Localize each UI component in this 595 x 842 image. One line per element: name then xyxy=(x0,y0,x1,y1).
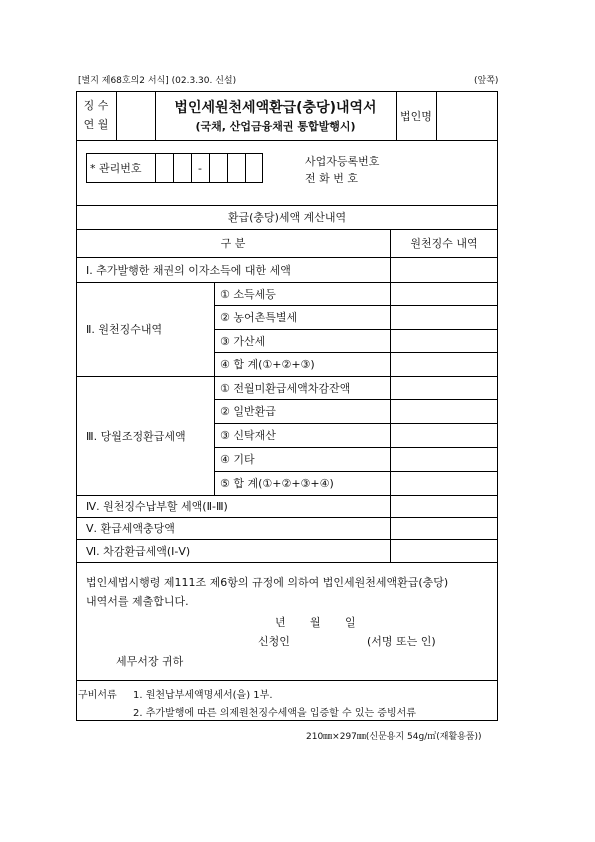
biz-reg-label: 사업자등록번호 xyxy=(305,155,380,168)
calc-table-heading: 환급(충당)세액 계산내역 xyxy=(227,211,347,224)
group-3-label: Ⅲ. 당월조정환급세액 xyxy=(86,429,186,443)
form-subtitle: (국채, 산업금융채권 통합발행시) xyxy=(195,120,356,133)
mgmt-digit-4[interactable] xyxy=(228,154,245,182)
row-1-label: Ⅰ. 추가발행한 채권의 이자소득에 대한 세액 xyxy=(86,263,291,277)
addressee-label: 세무서장 귀하 xyxy=(116,655,184,668)
corp-name-field[interactable] xyxy=(437,92,497,139)
group-3-value-3[interactable] xyxy=(391,424,497,446)
mgmt-dash: - xyxy=(198,161,202,175)
mgmt-digit-3[interactable] xyxy=(210,154,227,182)
date-year-label: 년 xyxy=(275,616,286,629)
attachment-item-1: 1. 원천납부세액명세서(을) 1부. xyxy=(133,690,273,701)
form-reference: [별지 제68호의2 서식] (02.3.30. 신설) xyxy=(78,76,237,86)
biz-reg-field[interactable] xyxy=(392,152,492,167)
mgmt-digit-2[interactable] xyxy=(174,154,191,182)
phone-label: 전 화 번 호 xyxy=(305,172,358,185)
applicant-label: 신청인 xyxy=(258,635,290,648)
declaration-text-line-2: 내역서를 제출합니다. xyxy=(86,595,189,608)
group-3-value-2[interactable] xyxy=(391,400,497,422)
group-3-value-5[interactable] xyxy=(391,472,497,494)
row-1-value[interactable] xyxy=(391,258,497,281)
applicant-field[interactable] xyxy=(300,631,360,648)
phone-field[interactable] xyxy=(392,169,492,184)
period-label-top: 징 수 xyxy=(83,99,109,112)
group-3-item: ② 일반환급 xyxy=(220,405,276,418)
row-4-value[interactable] xyxy=(391,496,497,516)
corp-name-label: 법인명 xyxy=(400,109,432,123)
group-2-label: Ⅱ. 원천징수내역 xyxy=(86,323,163,336)
declaration-text-line-1: 법인세법시행령 제111조 제6항의 규정에 의하여 법인세원천세액환급(충당) xyxy=(86,576,449,589)
group-3-item: ① 전월미환급세액차감잔액 xyxy=(220,381,351,395)
row-5-label: Ⅴ. 환급세액충당액 xyxy=(86,522,175,535)
row-6-label: Ⅵ. 차감환급세액(Ⅰ-Ⅴ) xyxy=(86,544,191,558)
group-2-value-4[interactable] xyxy=(391,353,497,375)
row-6-value[interactable] xyxy=(391,540,497,561)
form-title: 법인세원천세액환급(충당)내역서 xyxy=(174,100,377,116)
group-2-item: ③ 가산세 xyxy=(220,334,266,348)
period-field[interactable] xyxy=(117,92,154,139)
group-3-value-1[interactable] xyxy=(391,377,497,398)
group-2-value-3[interactable] xyxy=(391,330,497,351)
row-4-label: Ⅳ. 원천징수납부할 세액(Ⅱ-Ⅲ) xyxy=(86,500,228,513)
row-5-value[interactable] xyxy=(391,518,497,538)
attachments-label: 구비서류 xyxy=(78,690,117,701)
date-month-label: 월 xyxy=(310,616,321,629)
date-day-label: 일 xyxy=(345,616,356,629)
group-3-item: ④ 기타 xyxy=(220,453,255,466)
group-3-item: ③ 신탁재산 xyxy=(220,429,276,442)
page-side-label: (앞쪽) xyxy=(474,76,499,86)
group-2-item: ④ 합 계(①+②+③) xyxy=(220,358,315,371)
mgmt-digit-5[interactable] xyxy=(246,154,262,182)
mgmt-number-label: * 관리번호 xyxy=(90,162,142,175)
attachment-item-2: 2. 추가발행에 따른 의제원천징수세액을 입증할 수 있는 증빙서류 xyxy=(133,708,416,719)
group-2-item: ② 농어촌특별세 xyxy=(220,311,298,324)
col-header-detail: 원천징수 내역 xyxy=(410,237,478,250)
group-3-value-4[interactable] xyxy=(391,448,497,470)
paper-spec-footer: 210㎜×297㎜(신문용지 54g/㎡(재활용품)) xyxy=(306,732,482,742)
col-header-category: 구 분 xyxy=(220,237,246,250)
mgmt-digit-1[interactable] xyxy=(156,154,173,182)
group-2-value-2[interactable] xyxy=(391,306,497,328)
group-2-item: ① 소득세등 xyxy=(220,287,276,301)
period-label-bottom: 연 월 xyxy=(83,118,109,131)
group-3-item: ⑤ 합 계(①+②+③+④) xyxy=(220,477,334,490)
group-2-value-1[interactable] xyxy=(391,283,497,304)
signature-label: (서명 또는 인) xyxy=(367,635,436,648)
